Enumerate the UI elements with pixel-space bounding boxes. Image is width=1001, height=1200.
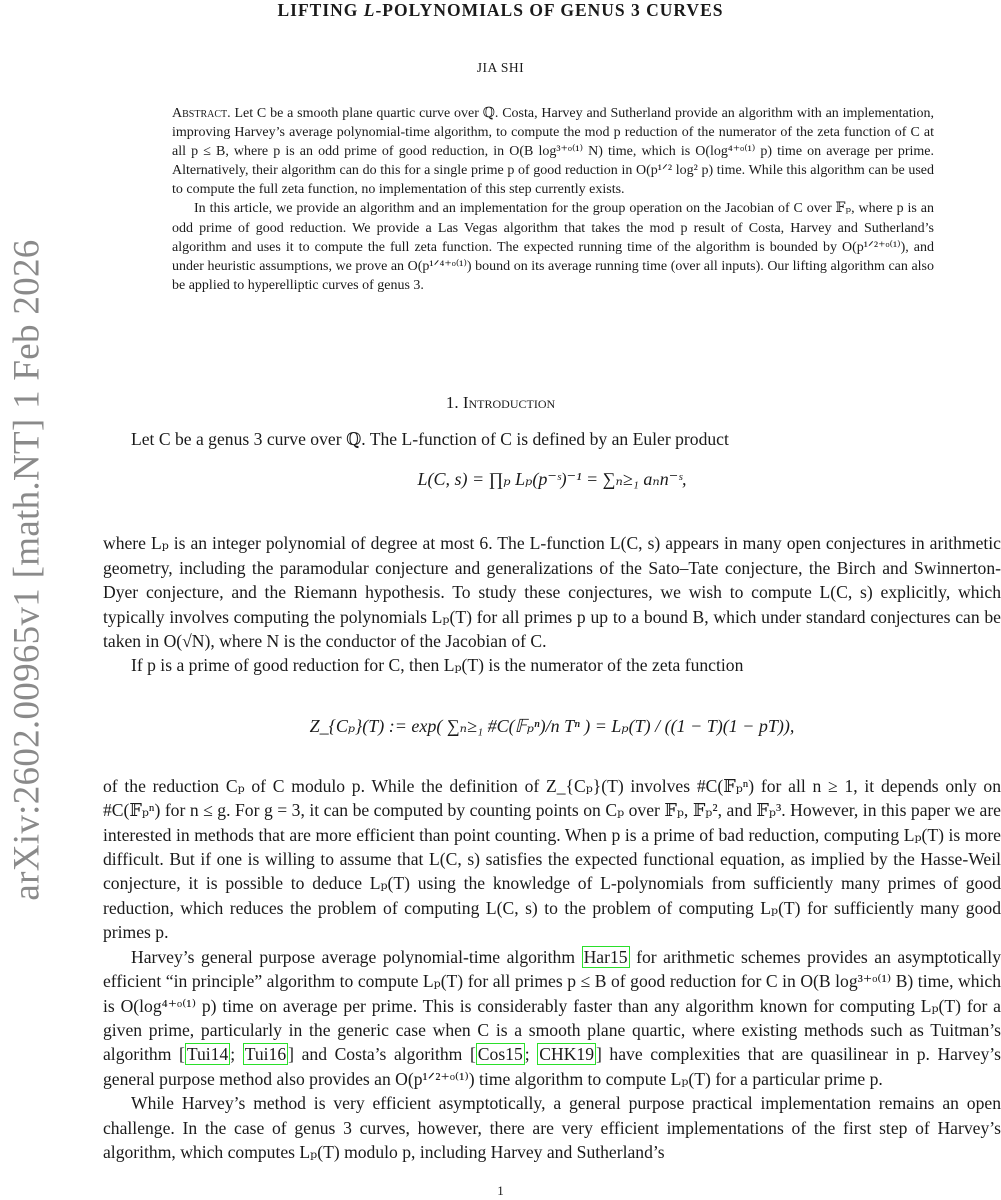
body-paragraph: where Lₚ is an integer polynomial of degree at most 6. The L-function L(C, s) appears in many open conjectures in arithmetic geometry, including the paramodular conjecture and generalizations of the Sato–Tate conjecture, the Birch and Swinnerton-Dyer conjecture, and the Riemann hypothesis. To study these conjectures, we wish to compute L(C, s) explicitly, which typically involves computing the polynomials Lₚ(T) for all primes p up to a bound B, which under standard conjectures can be taken in O(√N), where N is the conductor of the Jacobian of C. (103, 533, 1001, 652)
arxiv-margin-stamp (2, 210, 52, 930)
body-paragraph: While Harvey’s method is very efficient asymptotically, a general purpose practical implementation remains an open challenge. In the case of genus 3 curves, however, there are very efficient implementations of the first step of Harvey’s algorithm, which computes Lₚ(T) modulo p, including Harvey and Sutherland’s (103, 1093, 1001, 1162)
body-paragraph: of the reduction Cₚ of C modulo p. While the definition of Z_{Cₚ}(T) involves #C(𝔽ₚⁿ) for all n ≥ 1, it depends only on #C(𝔽ₚⁿ) for n ≤ g. For g = 3, it can be computed by counting points on Cₚ over 𝔽ₚ, 𝔽ₚ², and 𝔽ₚ³. However, in this paper we are interested in methods that are more efficient than point counting. When p is a prime of bad reduction, computing Lₚ(T) is more difficult. But if one is willing to assume that L(C, s) satisfies the expected functional equation, as implied by the Hasse-Weil conjecture, it is possible to deduce Lₚ(T) using the knowledge of L-polynomials from sufficiently many primes of good reduction, which reduces the problem of computing L(C, s) to the problem of computing Lₚ(T) for sufficiently many good primes p. (103, 775, 1001, 943)
equation-euler-product: L(C, s) = ∏ₚ Lₚ(p⁻ˢ)⁻¹ = ∑ₙ≥₁ aₙn⁻ˢ, (417, 469, 687, 490)
abstract-label: Abstract. (172, 106, 231, 121)
equation-zeta-function: Z_{Cₚ}(T) := exp( ∑ₙ≥₁ #C(𝔽ₚⁿ)/n Tⁿ ) = Lₚ(T) / ((1 − T)(1 − pT)), (309, 715, 795, 736)
main-body (103, 427, 1001, 1164)
page-number: 1 (497, 1183, 504, 1198)
citation-link-tui14[interactable]: Tui14 (186, 1044, 229, 1065)
citation-link-chk19[interactable]: CHK19 (539, 1044, 594, 1065)
abstract (172, 104, 934, 295)
body-paragraph: If p is a prime of good reduction for C, then Lₚ(T) is the numerator of the zeta function (131, 655, 744, 676)
arxiv-identifier: arXiv:2602.00965v1 [math.NT] 1 Feb 2026 (6, 239, 48, 901)
citation-link-tui16[interactable]: Tui16 (244, 1044, 287, 1065)
citation-link-har15[interactable]: Har15 (583, 946, 628, 967)
paper-title: LIFTING L-POLYNOMIALS OF GENUS 3 CURVES (277, 0, 724, 20)
body-paragraph: Harvey’s general purpose average polynomial-time algorithm Har15 for arithmetic schemes provides an asymptotically efficient “in principle” algorithm to compute Lₚ(T) for all primes p ≤ B of good reduction for C in O(B log³⁺ᵒ⁽¹⁾ B) time, which is O(log⁴⁺ᵒ⁽¹⁾ p) time on average per prime. This is considerably faster than any algorithm known for computing Lₚ(T) for a given prime, particularly in the generic case when C is a smooth plane quartic, where existing methods such as Tuitman’s algorithm [ Tui14 ; Tui16 ] and Costa’s algorithm [ Cos15 ; CHK19 ] have complexities that are quasilinear in p. Harvey’s general purpose method also provides an O(p¹ᐟ²⁺ᵒ⁽¹⁾) time algorithm to compute Lₚ(T) for a particular prime p. (103, 946, 1001, 1089)
body-paragraph: Let C be a genus 3 curve over ℚ. The L-function of C is defined by an Euler product (131, 429, 729, 449)
abstract-paragraph-2: In this article, we provide an algorithm and an implementation for the group operation on the Jacobian of C over 𝔽ₚ, where p is an odd prime of good reduction. We provide a Las Vegas algorithm that takes the mod p result of Costa, Harvey and Sutherland’s algorithm and uses it to compute the full zeta function. The expected running time of the algorithm is bounded by O(p¹ᐟ²⁺ᵒ⁽¹⁾), and under heuristic assumptions, we prove an O(p¹ᐟ⁴⁺ᵒ⁽¹⁾) bound on its average running time (over all inputs). Our lifting algorithm can also be applied to hyperelliptic curves of genus 3. (172, 201, 934, 293)
section-heading-introduction: 1. Introduction (445, 393, 556, 412)
citation-link-cos15[interactable]: Cos15 (477, 1044, 523, 1065)
abstract-paragraph-1: Abstract. Let C be a smooth plane quartic curve over ℚ. Costa, Harvey and Sutherland provide an algorithm with an implementation, improving Harvey’s average polynomial-time algorithm, to compute the mod p reduction of the numerator of the zeta function of C at all p ≤ B, where p is an odd prime of good reduction, in O(B log³⁺ᵒ⁽¹⁾ N) time, which is O(log⁴⁺ᵒ⁽¹⁾ p) time on average per prime. Alternatively, their algorithm can do this for a single prime p of good reduction in O(p¹ᐟ² log² p) time. While this algorithm can be used to compute the full zeta function, no implementation of this step currently exists. (172, 106, 934, 198)
author-name: JIA SHI (476, 60, 525, 75)
